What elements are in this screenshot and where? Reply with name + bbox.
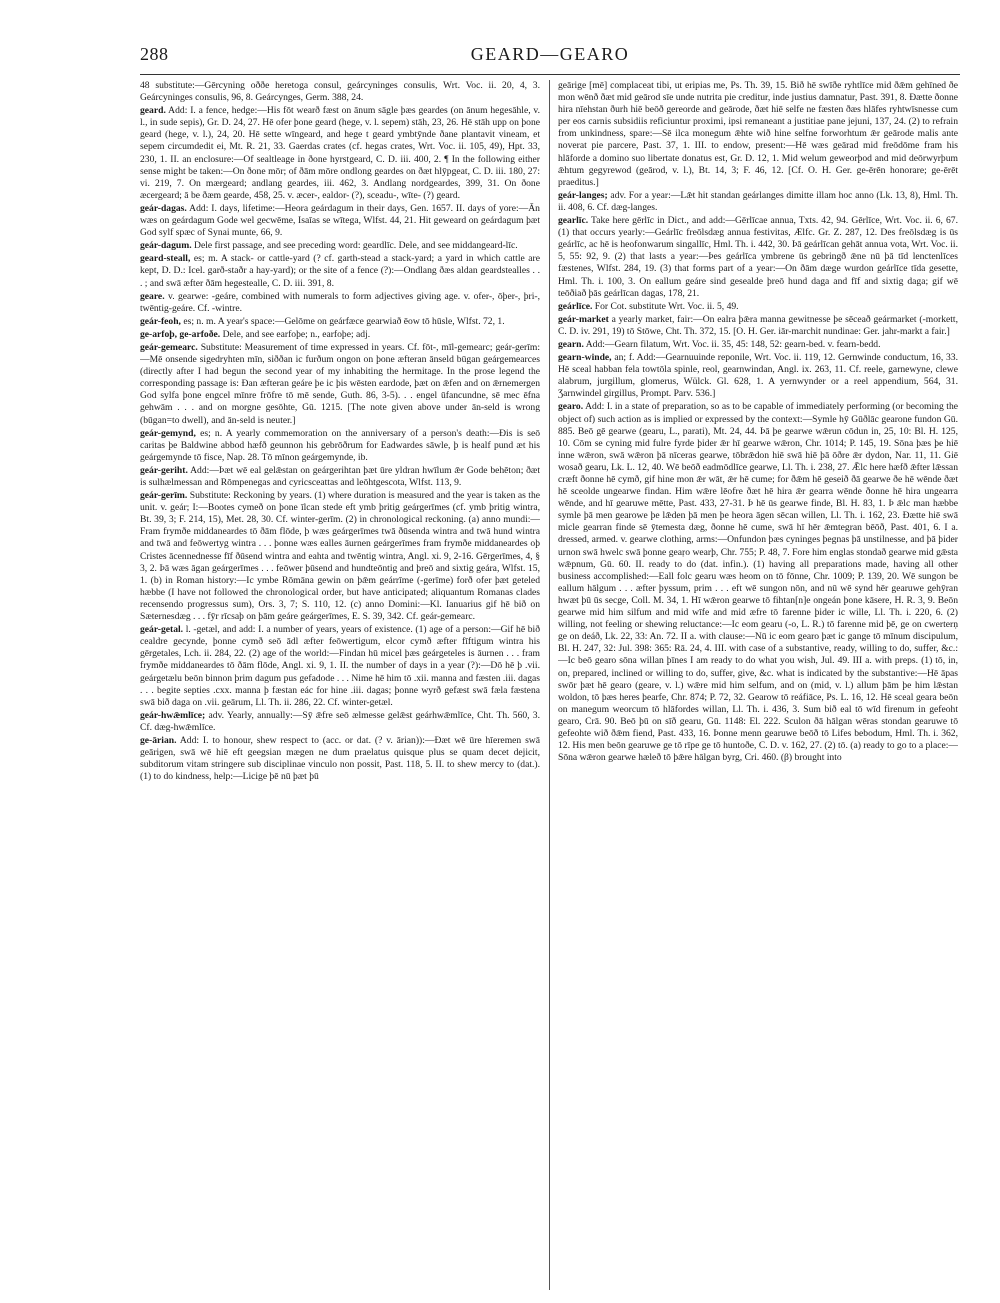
entry-text: Dele, and see earfoþe; n., earfoþe; adj. xyxy=(222,328,371,340)
dictionary-entry xyxy=(140,240,540,252)
dictionary-entry xyxy=(140,624,540,709)
dictionary-entry xyxy=(558,339,958,351)
entry-text: Add: I. a fence, hedge:—His fōt wearð fæst on ānum sāgle þæs geardes (on ānum hegesāhle, v. l., in sude sepis), Gr. D. 24, 27. Hē ofer þone geard (hege, v. l. sepem) stāh, 23, 26. Hē stāh upp on þone geard (hege, v. l.), 24, 20. Hē sette wīngeard, and hege t geard ymbtȳnde ðane plantavit vineam, et sepem circumdedit ei, Mt. R. 21, 33. Gaerdas crates (cf. hegas crates, Wrt. Voc. ii. 105, 49), Hpt. 33, 230, 1. II. an enclosure:—Of sealtleage in ðone hyrstgeard, C. D. iii. 400, 2. ¶ In the following either sense might be taken:—On ðone mōr; of ðām mōre ondlong geardes on ðæt hlȳpgeat, C. D. iii. 180, 27: vi. 219, 7. On mærgeard; andlang geardes, iii. 462, 3. Andlang nordgeardes, 399, 31. On ðone æcergeard; ā be ðæm gearde, 458, 25. v. æcer-, ealdor- (?), sceadu-, wīte- (?) geard. xyxy=(140,105,540,201)
entry-headword: geárlīce. xyxy=(558,300,593,312)
dictionary-entry xyxy=(140,253,540,289)
entry-headword: geár-dagum. xyxy=(140,240,192,252)
dictionary-entry xyxy=(558,80,958,189)
dictionary-entry xyxy=(140,710,540,734)
dictionary-entry xyxy=(140,105,540,202)
dictionary-entry xyxy=(558,215,958,300)
entry-headword: geard-steall, xyxy=(140,253,191,265)
dictionary-entry xyxy=(140,428,540,464)
entry-headword: geár-getal. xyxy=(140,624,184,636)
entry-headword: gearo. xyxy=(558,401,584,413)
dictionary-entry xyxy=(140,490,540,623)
header-rule xyxy=(140,74,960,75)
dictionary-entry xyxy=(558,352,958,400)
entry-text: Add: I. to honour, shew respect to (acc. or dat. (? v. ārian)):—Ðæt wē ūre hīeremen swā geārigen, swā wē hiē eft geegsian mægen ne dum praelatus quisque plus se quam decet dejicit, subditorum vitam stringere sub disciplinae vinculo non possit, Past. 118, 5. II. to shew mercy to (dat.). (1) to do kindness, help:—Licige þē nū þæt þū xyxy=(140,734,540,783)
entry-text: Take here gērlīc in Dict., and add:—Gērlīcae annua, Txts. 42, 94. Gērlīce, Wrt. Voc. ii. 6, 67. (1) that occurs yearly:—Geárlīc freōlsdæg annua festivitas, Ælfc. Gr. Z. 287, 12. Des freōlsdæg is ūs geárlīc, ac hē is heofonwarum singallīc, Hml. Th. i. 442, 30. Þā geárlīcan gehāt annua vota, Wrt. Voc. ii. 5, 55: 92, 9. (2) that lasts a year:—Þes geárlīca ymbrene ūs gebringð ǣne nū þā tīd lenctenlīces fæstenes, Wlfst. 284, 19. (3) that forms part of a year:—On ðām dæge wurdon geárlīce tīda gesette, Hml. Th. i. 100, 3. On eallum geáre sind gesealde þreō hund daga and fīf and sixtig daga; gif wē teōðiað þās geárlīcan dagas, 178, 21. xyxy=(558,215,958,299)
entry-text: 48 substitute:—Gērcyning oððe heretoga consul, geárcyninges consulis, Wrt. Voc. ii. 20, 4, 3. Geárcyninges consulis, 96, 8. Geárcynges, Germ. 388, 24. xyxy=(140,80,540,104)
entry-text: Add: I. days, lifetime:—Heora geárdagum in their days, Gen. 1657. II. days of yore:—Ān wæs on geárdagum Gode wel gecwēme, Isaīas se wītega, Wlfst. 44, 21. Hit geweard on geárdagum þæt God sylf spæc of Synai munte, 66, 9. xyxy=(140,202,540,239)
entry-headword: geár-feoh, xyxy=(140,315,181,327)
entry-text: v. gearwe: -geáre, combined with numerals to form adjectives giving age. v. ofer-, ōþer-, þri-, twēntig-geáre. Cf. -wintre. xyxy=(140,290,540,314)
dictionary-entry xyxy=(140,329,540,341)
entry-text: Dele first passage, and see preceding word: geardlīc. Dele, and see middangeard-līc. xyxy=(194,240,518,252)
entry-text: Add:—Þæt wē eal gelǣstan on geárgerihtan þæt ūre yldran hwīlum ǣr Gode behēton; ðæt is sulhælmessan and Rōmpenegas and cyricsceattas and leōhtgescota, Wlfst. 113, 9. xyxy=(140,464,540,488)
dictionary-entry xyxy=(558,301,958,313)
entry-text: es; n. m. A year's space:—Gelōme on geárfæce gearwiað ēow tō hūsle, Wlfst. 72, 1. xyxy=(183,315,505,327)
dictionary-entry xyxy=(140,203,540,239)
dictionary-entry xyxy=(140,342,540,427)
entry-headword: geár-gemynd, xyxy=(140,427,196,439)
entry-text: Add:—Gearn filatum, Wrt. Voc. ii. 35, 45: 148, 52: gearn-bed. v. fearn-bedd. xyxy=(585,338,881,350)
dictionary-entry xyxy=(140,291,540,315)
entry-headword: geár-geriht. xyxy=(140,464,188,476)
right-column xyxy=(558,80,958,1280)
entry-headword: geár-market xyxy=(558,313,609,325)
column-divider xyxy=(549,80,550,1290)
entry-text: a yearly market, fair:—On ealra þǣra manna gewitnesse þe sēceað geármarket (-morkett, C. D. iv. 291, 19) tō Stōwe, Cht. Th. 372, 15. [O. H. Ger. iār-marchit nundinae: Ger. jahr-markt a fair.] xyxy=(558,313,958,337)
entry-headword: ge-arfoþ, ge-arfoðe. xyxy=(140,328,221,340)
dictionary-entry xyxy=(140,80,540,104)
page-number: 288 xyxy=(140,44,169,64)
left-column xyxy=(140,80,540,1280)
dictionary-entry xyxy=(558,190,958,214)
dictionary-entry xyxy=(140,316,540,328)
entry-headword: geár-gemearc. xyxy=(140,341,198,353)
entry-text: Substitute: Measurement of time expressed in years. Cf. fōt-, mīl-gemearc; geár-gerīm:—Mē onsende sigedryhten mīn, siððan ic furðum ongon on þone æfteran ānseld būgan geárgemearces (directly after I had begun the second year of my inhabiting the hermitage. In the prose legend the corresponding passage is: Ðan æfteran geáre þe ic þis wēsten eardode, þæt on ǣfen and on ǣrnemergen God sylfa þone engcel mīnre frōfre tō mē sende, Guth. 86, 3-5). . . engel ūfancundne, sē mec ēfna gehwām . . . and on morgne gesōhte, Gū. 1215. [The note given above under ān-seld is wrong (būgan=to dwell), and ān-seld is neuter.] xyxy=(140,341,540,426)
entry-text: adv. Yearly, annually:—Sȳ ǣfre seō ælmesse gelǣst geárhwǣmlīce, Cht. Th. 560, 3. Cf. dæg-hwǣmlīce. xyxy=(140,709,540,733)
entry-text: Add: I. in a state of preparation, so as to be capable of immediately performing (or becoming the object of) such action as is implied or expressed by the context:—Symle hȳ Gūðlāc gearone fundon Gū. 885. Beō gē gearwe (gearu, L., parati), Mt. 24, 44. Þā þe gearwe wǣrun cōdun in, 25, 10: Bl. H. 125, 10. Cōm se cyning mid fulre fyrde þider ǣr hī gearwe wǣron, Chr. 1014; P. 145, 19. Sōna þæs þe hiē inne wǣron, swā wǣron þā nīceras gearwe, tōbrǣdon hiē swā hiē þā ōðre ǣr dydon, Nar. 11, 11. Giē wosað gearu, Lk. L. 12, 40. Wē beōð eadmōdlīce gearwe, Ll. Th. i. 238, 27. Ǣlc here hæfð ǣfter lǣssan cræft ðonne hē cymð, gif hine mon ǣr wāt, ǣr hē cume; for ðǣm hē geseið ðā gearwe ðe hē wēnde ðæt hē sceolde ungearwe findan. Him wǣre lēofre ðæt hē hira ǣr gearra wēnde ðonne hē hira ungearra wēnde, and hī gearuwe mētte, Past. 433, 27-31. Þ hē ūs gearwe finde, Bl. H. 83, 1. Þ ǣlc man hæbbe symle þā men gearowe þe lǣden þā men þe heora āgen sēcan willen, Ll. Th. i. 162, 23. Ðætte hiē swā micle gearran finde sē ȳtemesta dæg, ðonne hē cume, swā hī hēr ǣmtegran bēōð, Past. 401, 6. I a. dressed, armed. v. gearwe clothing, arms:—Onfundon þæs cyninges þegnas þā unstilnesse, and þā þider urnon swā hwelc swā þonne geaṛo wearþ, Chr. 755; P. 48, 7. Fore him englas stondað gearwe mid gǣsta wǣpnum, Gū. 60. II. ready to do (dat. infin.). (1) having all preparations made, having all other business accomplished:—Eall folc gearu wæs heom on tō fōnne, Chr. 1009; P. 139, 20. Wē sungon be eallum hālgum . . . æfter þyssum, prim . . . eft wē sungon nōn, and nū wē synd hēr gearuwe gehȳran hwæt þū ūs secge, Coll. M. 34, 1. Hī wǣron gearwe tō fihtan[n]e ongeán þone kāsere, H. R. 3, 9. Beōn gearwe mid him silfum and mid wīfe and mid æfre tō farenne þider ic wille, Ll. Th. i. 220, 6. (2) willing, not feeling or shewing reluctance:—Ic eom gearu (-o, L. R.) tō farenne mid þē, ge on cwerterṇ ge on deáð, Lk. 22, 33: An. 72. II a. with clause:—Nū ic eom gearo þæt ic gange tō mīnum discipulum, Bl. H. 247, 32: Jul. 398: 365: Rā. 24, 4. III. with case of a substantive, ready, willing to do, suffer, &c.:—Ic beō gearo sōna willan þīnes I am ready to do what you wish, Jul. 49. III a. with preps. (1) tō, in, on, prepared, inclined or willing to do, suffer, give, &c. what is indicated by the substantive:—Hē āpas swōr þæt hē gearo (geare, v. l.) wǣre mid him selfum, and on (mid, v. l.) allum þām þe him lǣstan woldon, tō þæs heres þearfe, Chr. 874; P. 72, 32. Gearow tō reáfiāce, Ps. L. 16, 12. Hē sceal geara beōn on manegum weorcum tō hlāfordes willan, Ll. Th. i. 436, 3. Sum bið eal tō wīd firenum in gefeoht gearo, Crā. 90. Beō þū on sīð gearu, Gū. 1148: El. 222. Sculon ðā hālgan wēras stondan gearuwe tō gefeohte wið ðǣm fiend, Past. 433, 16. Þonne menn gearuwe beōð tō Lifes bebodum, Hml. Th. i. 362, 12. His men beōn gearuwe ge tō rīpe ge tō huntoðe, C. D. v. 162, 27. (2) tō. (a) ready to go to a place:—Sōna wǣron gearwe hæleð tō þǣre hālgan byrg, Cri. 460. (β) brought into xyxy=(558,401,958,764)
entry-headword: geár-langes; xyxy=(558,189,608,201)
entry-headword: geare. xyxy=(140,290,165,302)
dictionary-entry xyxy=(140,465,540,489)
page-header xyxy=(140,44,960,68)
entry-headword: gearn. xyxy=(558,338,584,350)
entry-text: l. -getæl, and add: I. a number of years, years of existence. (1) age of a person:—Gif hē bið cealdre gecynde, þonne cymð seō ādl æfter feōwertigum, elcor cymð æfter fīftigum wintra his gērgetales, Lch. ii. 284, 22. (2) age of the world:—Findan hū micel þæs geárgeteles is āurnen . . . fram frymðe middaneardes tō ðām flōde, Angl. xi. 9, 1. II. the number of days in a year (?):—Dō hē þ .vii. geárgetælu beōn binnon þrim dagum pus gefadode . . . Nime hē him tō .xii. manna and fæsten .iii. dagas . . . begite septies .cxx. manna þ fæstan eác for hine .iii. dagas; þonne wyrð gefæst swā fæla fæstena swā bið daga on .vii. geārum, Ll. Th. ii. 286, 22. Cf. winter-getæl. xyxy=(140,624,540,708)
entry-headword: ge-ārian. xyxy=(140,734,177,746)
entry-text: For Cot. substitute Wrt. Voc. ii. 5, 49. xyxy=(594,300,739,312)
entry-text: Substitute: Reckoning by years. (1) where duration is measured and the year is taken as the unit. v. geár; I:—Bootes cymeð on þone īlcan stede eft ymb þritig geárgerīmes (cf. ymb þritig wintra, Bt. 39, 3; F. 214, 15), Met. 28, 30. Cf. winter-gerīm. (2) in chronological reckoning. (a) anno mundi:—Fram frymðe middaneardes tō ðām flōde, þ wæs geárgerīmes twā ðūsenda wintra and twā hund wintra and twā and feōwertyg wintra . . . þonne wæs ealles āurnen geárgerīmes fram frymðe middaneardes oþ Cristes ācennednesse fīf ðūsend wintra and eahta and twēntig wintra, Angl. xi. 9, 2-16. Gērgerīmes, 4, § 3, 2. Þā wæs āgan geárgerīmes . . . feōwer þūsend and hundteōntig and þreō and sixtig geára, Wlfst. 15, 1. (b) in Roman history:—Ic ymbe Rōmāna gewin on þǣm geárrīme (-gerīme) forð ofer þæt geteled hæbbe (I have not followed the chronological order, but have anticipated; aliquantum Romanas clades recensendo progressus sum), Ors. 3, 7; S. 110, 12. (c) anno Domini:—Kl. Ianuarius gif hē bið on Sæternesdæg . . . fȳr rīcsaþ on þām geáre geárgerīmes, E. S. 39, 342. Cf. geár-gemearc. xyxy=(140,490,540,623)
dictionary-page xyxy=(140,0,960,1303)
entry-headword: geár-hwǣmlīce; xyxy=(140,709,206,721)
entry-headword: gearlīc. xyxy=(558,215,589,227)
entry-headword: geár-dagas. xyxy=(140,202,187,214)
entry-text: an; f. Add:—Gearnuuinde reponile, Wrt. Voc. ii. 119, 12. Gernwinde conductum, 16, 33. Hē sceal habban fela towtōla spinle, reol, gearnwindan, Angl. ix. 263, 11. Cf. reele, garnewyne, clewe alabrum, jurgillum, glomerus, Wülck. Gl. 628, 1. A yernwynder or a reel appendium, 564, 31. Ʒarnwindel girgillus, Prompt. Parv. 536.] xyxy=(558,352,958,400)
entry-text: adv. For a year:—Lǣt hit standan geárlanges dimitte illam hoc anno (Lk. 13, 8), Hml. Th. ii. 408, 6. Cf. dæg-langes. xyxy=(558,189,958,213)
entry-headword: gearn-winde, xyxy=(558,352,612,364)
entry-text: es; m. A stack- or cattle-yard (? cf. garth-stead a stack-yard; a yard in which cattle are kept, D. D.: Icel. garð-staðr a hay-yard); or the site of a fence (?):—Ondlang ðæs aldan geardstealles . . . ; and swā æfter ðām hegestealle, C. D. iii. 391, 8. xyxy=(140,253,540,289)
running-title: GEARD—GEARO xyxy=(470,44,630,64)
dictionary-entry xyxy=(558,401,958,764)
entry-headword: geár-gerīm. xyxy=(140,490,188,502)
entry-text: es; n. A yearly commemoration on the anniversary of a person's death:—Ðis is seō caritas þe Baldwine abbod hæfð geunnon his gebrōðrum for Eadwardes sāwle, þ is healf pund æt his geárgemynde tō fisce, Nap. 28. Tō mīnon geárgemynde, ib. xyxy=(140,427,540,463)
dictionary-entry xyxy=(558,314,958,338)
dictionary-entry xyxy=(140,735,540,783)
entry-text: geārige [mē] complaceat tibi, ut eripias me, Ps. Th. 39, 15. Bið hē swīðe ryhtlīce mid ðǣm gehīned ðe mon wēnð ðæt mid geārod sīe unde nutrita pie creditur, inde justius damnatur, Past. 391, 8. Ðætte ðonne hira nīehstan ðurh hiē beōð gereorde and geārode, ðæt hiē selfe ne fæsten ðæs hlāfes ryhtwīsnesse cum per eos carnis subsidiis reficiuntur proximi, ipsi remaneant a justitiae pane jejuni, 137, 24. (2) to refrain from unkindness, spare:—Sē ilca monegum ǣhte wið hine selfne forworhtum ǣr geārode malis ante noverat pie parcere, Past. 37, 1. III. to endow, present:—Hē wæs geārad mid freōdōme fram his hlāforde a domino suo libertate donatus est, Gr. D. 12, 1. Mid welum geweorþod and mid deōrwyrþum ǣhtum gegyrewod (geārod, v. l.), Bt. 14, 3; F. 46, 12. [Cf. O. H. Ger. ge-ērēn honorare; ge-ērēt praeditus.] xyxy=(558,80,958,188)
entry-headword: geard. xyxy=(140,105,166,117)
